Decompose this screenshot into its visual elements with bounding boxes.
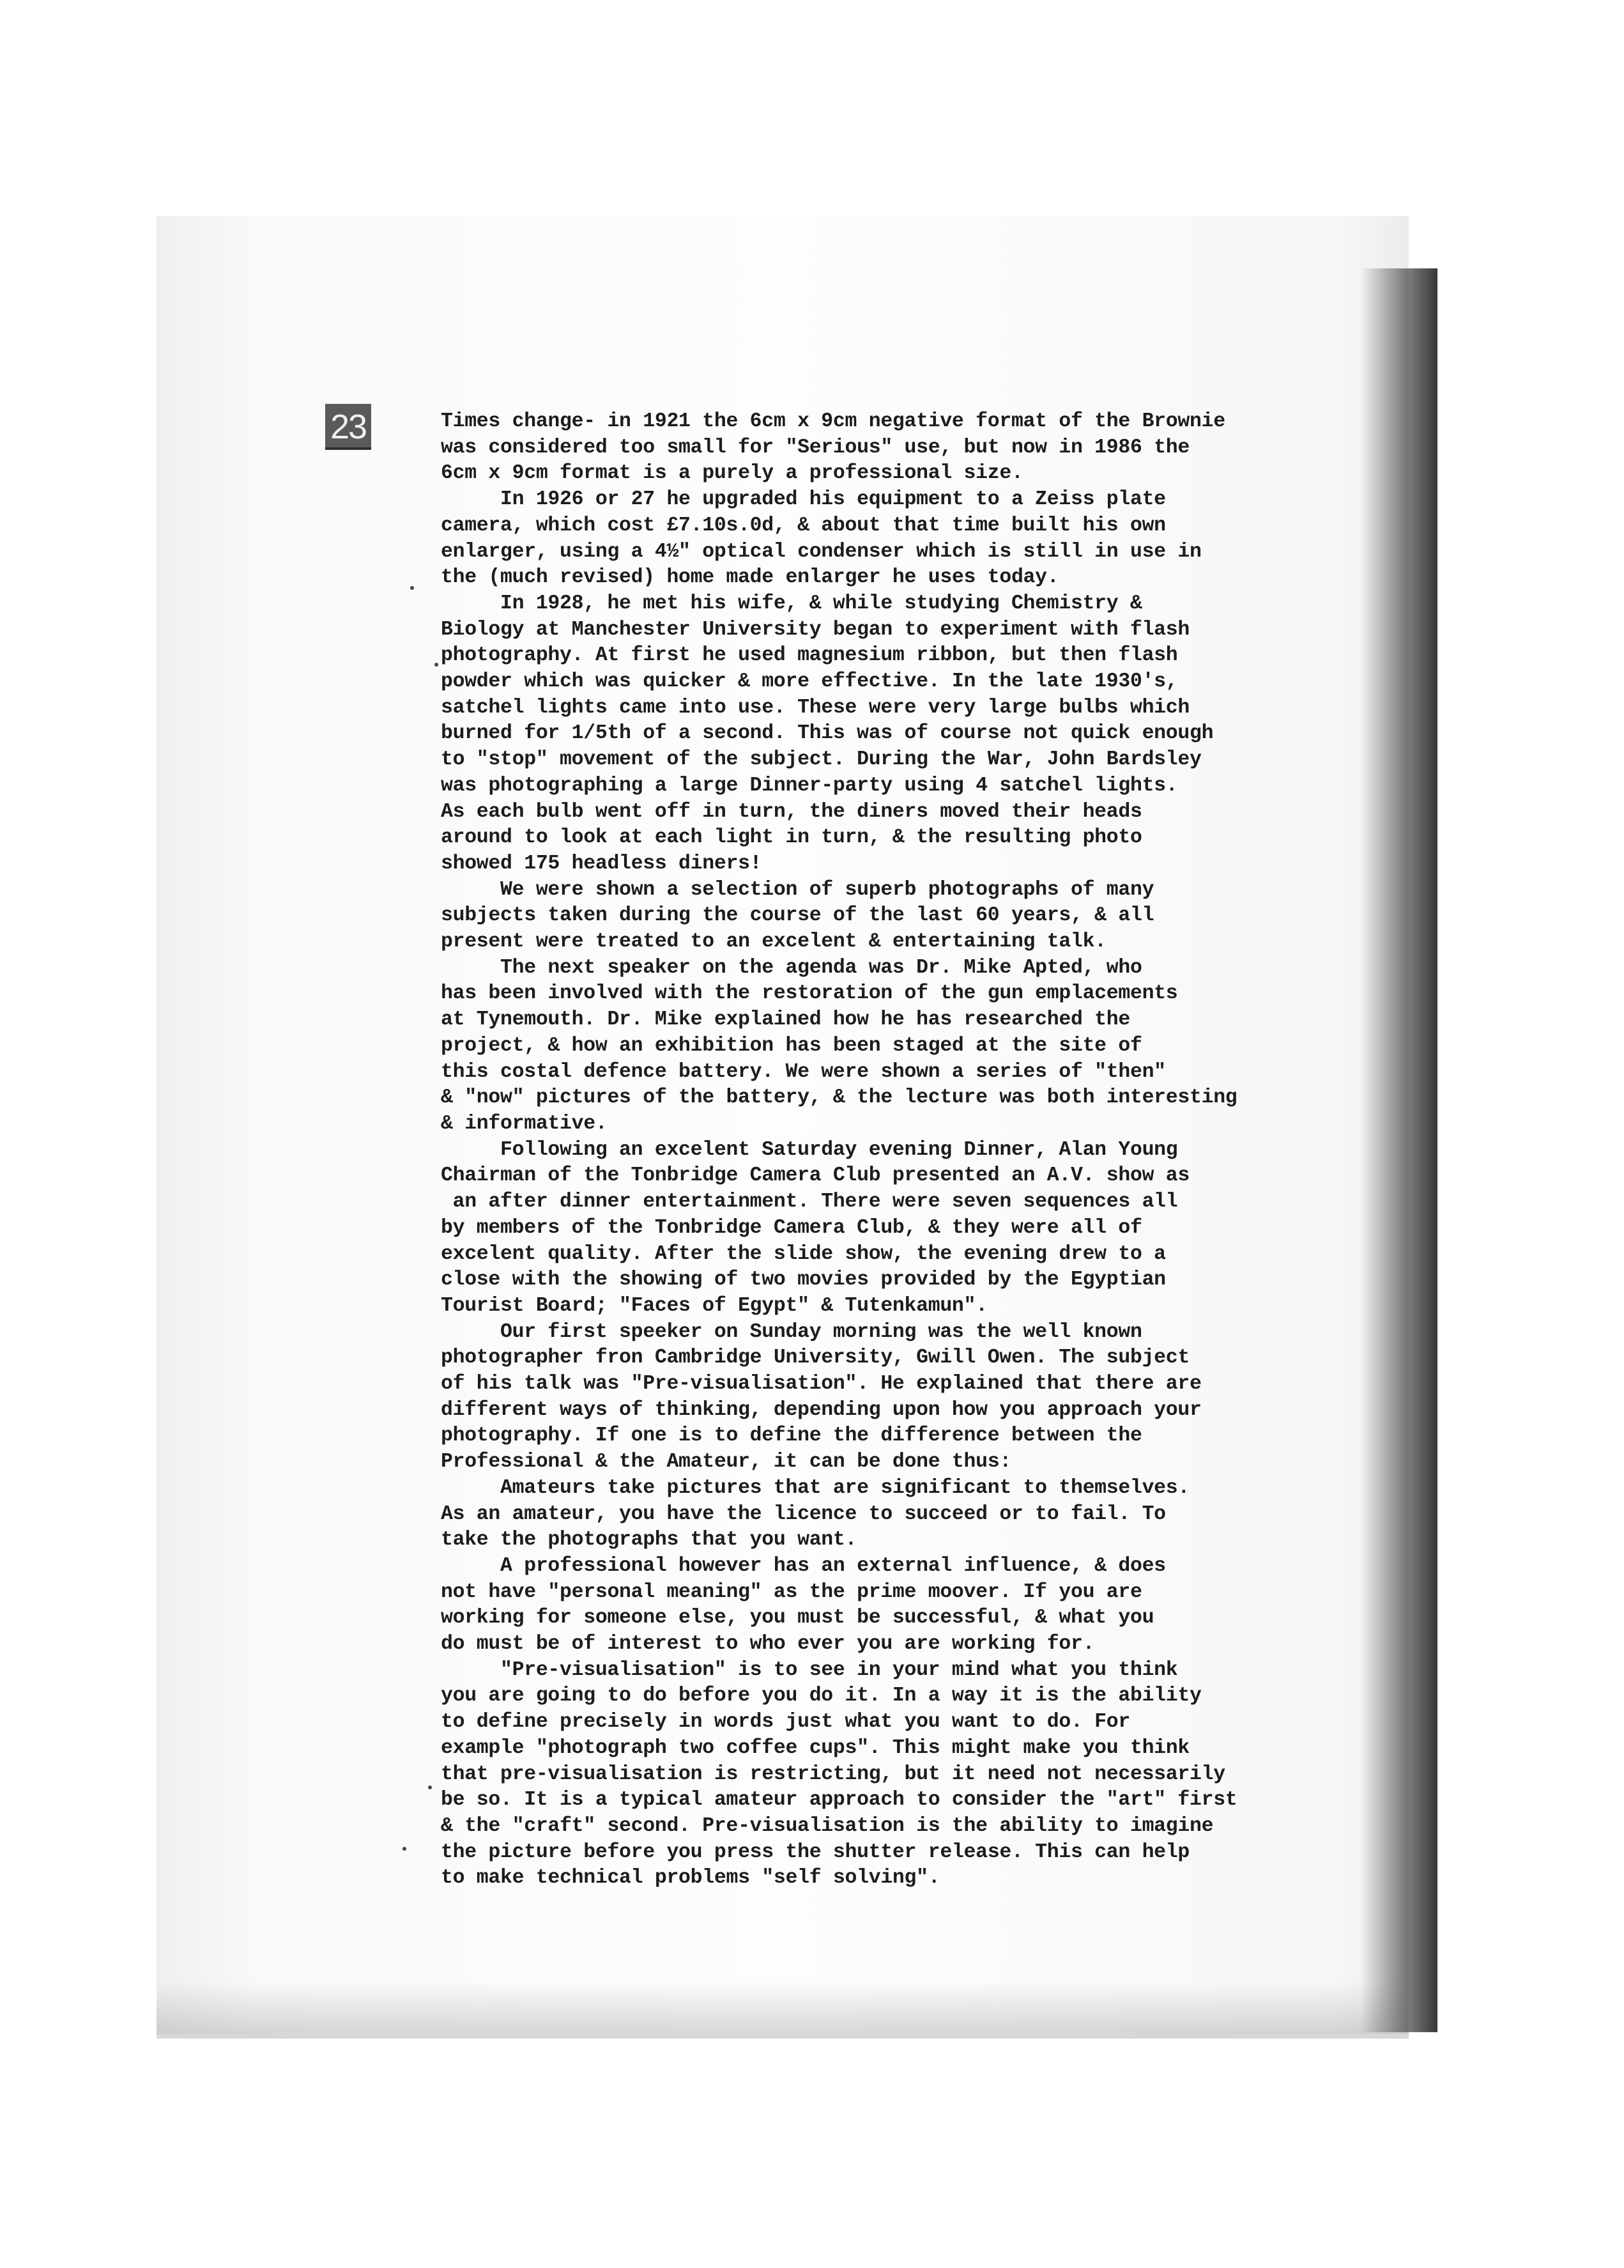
body-text: [441, 409, 1361, 1892]
margin-dot: [402, 1847, 406, 1851]
text-line: excelent quality. After the slide show, the evening drew to a: [441, 1242, 1166, 1265]
text-line: Times change- in 1921 the 6cm x 9cm negative format of the Brownie: [441, 410, 1225, 433]
text-line: not have "personal meaning" as the prime moover. If you are: [441, 1580, 1142, 1603]
text-line: that pre-visualisation is restricting, but it need not necessarily: [441, 1763, 1225, 1786]
text-line: Following an excelent Saturday evening Dinner, Alan Young: [441, 1138, 1178, 1161]
text-line: was considered too small for "Serious" use, but now in 1986 the: [441, 436, 1190, 459]
text-line: powder which was quicker & more effective. In the late 1930's,: [441, 670, 1178, 693]
text-line: close with the showing of two movies provided by the Egyptian: [441, 1269, 1166, 1292]
text-line: photographer fron Cambridge University, Gwill Owen. The subject: [441, 1346, 1190, 1369]
text-line: showed 175 headless diners!: [441, 852, 762, 875]
text-line: this costal defence battery. We were shown a series of "then": [441, 1060, 1166, 1083]
text-line: A professional however has an external influence, & does: [441, 1554, 1166, 1577]
text-line: Amateurs take pictures that are significant to themselves.: [441, 1476, 1190, 1499]
text-line: the (much revised) home made enlarger he uses today.: [441, 566, 1059, 589]
text-line: of his talk was "Pre-visualisation". He explained that there are: [441, 1373, 1202, 1396]
text-line: was photographing a large Dinner-party using 4 satchel lights.: [441, 774, 1178, 797]
text-line: enlarger, using a 4½" optical condenser which is still in use in: [441, 540, 1202, 563]
text-line: Tourist Board; "Faces of Egypt" & Tutenkamun".: [441, 1294, 988, 1317]
text-line: As an amateur, you have the licence to succeed or to fail. To: [441, 1502, 1166, 1525]
margin-dot: [434, 663, 438, 667]
page-bottom-shadow: [157, 1981, 1409, 2039]
text-line: take the photographs that you want.: [441, 1529, 857, 1552]
text-line: photography. If one is to define the difference between the: [441, 1424, 1142, 1447]
text-line: do must be of interest to who ever you are working for.: [441, 1633, 1095, 1656]
text-line: example "photograph two coffee cups". This might make you think: [441, 1736, 1190, 1759]
text-line: to make technical problems "self solving".: [441, 1867, 940, 1890]
text-line: camera, which cost £7.10s.0d, & about that time built his own: [441, 514, 1166, 537]
text-line: "Pre-visualisation" is to see in your mind what you think: [441, 1658, 1178, 1681]
text-line: satchel lights came into use. These were very large bulbs which: [441, 696, 1190, 719]
text-line: present were treated to an excelent & entertaining talk.: [441, 930, 1107, 953]
text-line: subjects taken during the course of the last 60 years, & all: [441, 904, 1154, 927]
text-line: photography. At first he used magnesium ribbon, but then flash: [441, 644, 1178, 667]
text-line: working for someone else, you must be successful, & what you: [441, 1607, 1154, 1630]
text-line: Professional & the Amateur, it can be done thus:: [441, 1451, 1011, 1474]
text-line: & informative.: [441, 1112, 608, 1135]
text-line: be so. It is a typical amateur approach to consider the "art" first: [441, 1789, 1237, 1812]
text-line: the picture before you press the shutter release. This can help: [441, 1840, 1190, 1863]
text-line: burned for 1/5th of a second. This was of course not quick enough: [441, 722, 1214, 745]
text-line: to "stop" movement of the subject. During the War, John Bardsley: [441, 748, 1202, 771]
text-line: In 1926 or 27 he upgraded his equipment to a Zeiss plate: [441, 488, 1166, 511]
margin-dot: [410, 586, 414, 590]
text-line: The next speaker on the agenda was Dr. Mike Apted, who: [441, 956, 1142, 979]
binding-shadow: [1361, 268, 1437, 2032]
text-line: has been involved with the restoration of the gun emplacements: [441, 982, 1178, 1005]
text-line: As each bulb went off in turn, the diners moved their heads: [441, 800, 1142, 823]
text-line: 6cm x 9cm format is a purely a professional size.: [441, 462, 1023, 485]
text-line: around to look at each light in turn, & the resulting photo: [441, 826, 1142, 849]
text-line: different ways of thinking, depending upon how you approach your: [441, 1398, 1202, 1421]
text-line: We were shown a selection of superb photographs of many: [441, 878, 1154, 901]
page-number-badge: 23: [325, 404, 371, 450]
text-line: Biology at Manchester University began to experiment with flash: [441, 618, 1190, 641]
text-line: at Tynemouth. Dr. Mike explained how he has researched the: [441, 1008, 1130, 1031]
text-line: & the "craft" second. Pre-visualisation is the ability to imagine: [441, 1814, 1214, 1837]
text-line: Our first speeker on Sunday morning was the well known: [441, 1320, 1142, 1343]
text-line: you are going to do before you do it. In a way it is the ability: [441, 1685, 1202, 1708]
text-line: Chairman of the Tonbridge Camera Club presented an A.V. show as: [441, 1164, 1190, 1187]
margin-dot: [428, 1786, 432, 1789]
text-line: an after dinner entertainment. There were seven sequences all: [441, 1191, 1178, 1214]
text-line: project, & how an exhibition has been staged at the site of: [441, 1034, 1142, 1057]
text-line: In 1928, he met his wife, & while studying Chemistry &: [441, 592, 1142, 615]
text-line: by members of the Tonbridge Camera Club, & they were all of: [441, 1216, 1142, 1239]
text-line: & "now" pictures of the battery, & the lecture was both interesting: [441, 1086, 1237, 1109]
text-line: to define precisely in words just what you want to do. For: [441, 1711, 1130, 1734]
